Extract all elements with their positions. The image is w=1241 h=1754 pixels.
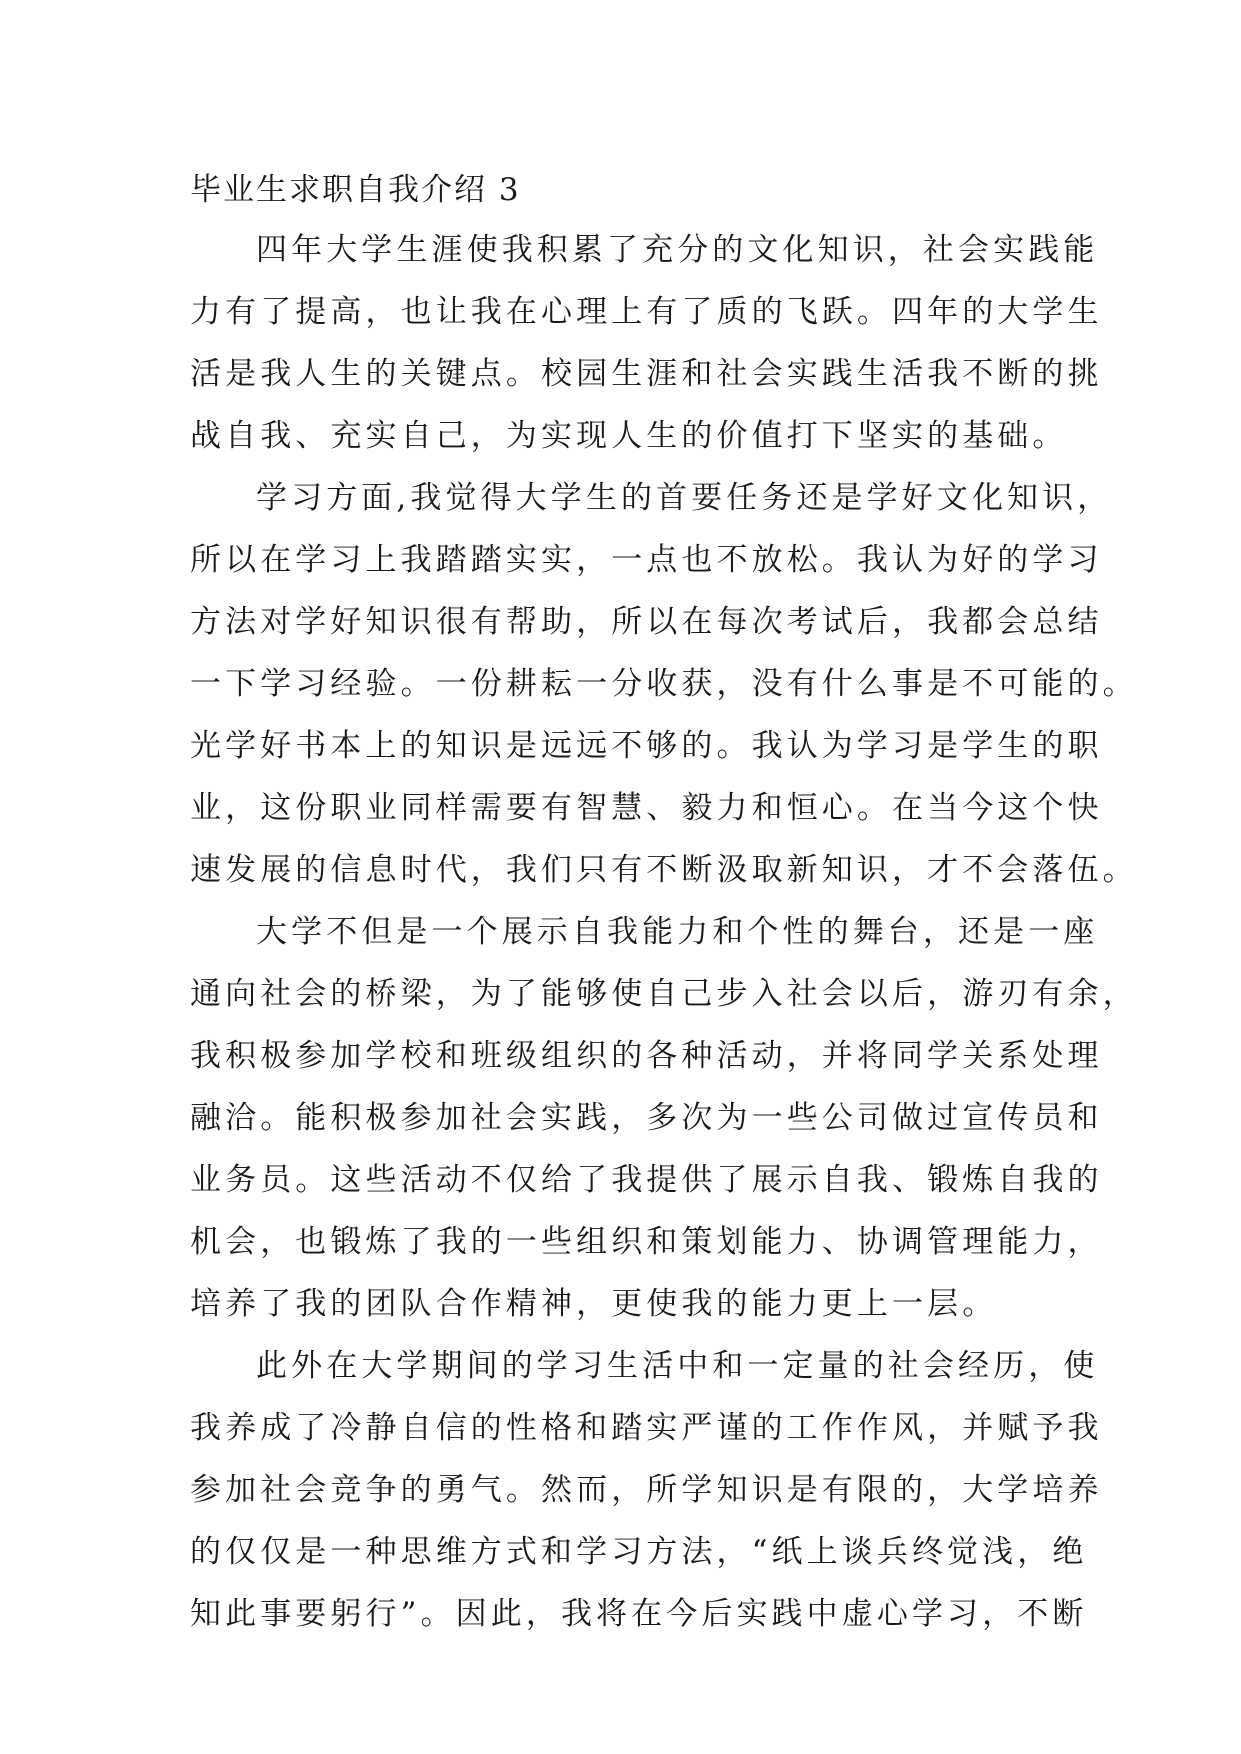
paragraph-line: 战自我、充实自己，为实现人生的价值打下坚实的基础。: [190, 418, 1068, 454]
paragraph-line: 融洽。能积极参加社会实践，多次为一些公司做过宣传员和: [190, 1100, 1103, 1136]
paragraph-line: 业，这份职业同样需要有智慧、毅力和恒心。在当今这个快: [190, 790, 1103, 826]
paragraph-line: 知此事要躬行”。因此，我将在今后实践中虚心学习，不断: [190, 1596, 1088, 1632]
paragraph-line: 的仅仅是一种思维方式和学习方法，“纸上谈兵终觉浅，绝: [190, 1534, 1088, 1570]
paragraph-line: 大学不但是一个展示自我能力和个性的舞台，还是一座: [256, 914, 1099, 950]
paragraph-line: 活是我人生的关键点。校园生涯和社会实践生活我不断的挑: [190, 356, 1103, 392]
paragraph-line: 通向社会的桥梁，为了能够使自己步入社会以后，游刃有余，: [190, 976, 1138, 1012]
paragraph-line: 光学好书本上的知识是远远不够的。我认为学习是学生的职: [190, 728, 1103, 764]
paragraph-line: 培养了我的团队合作精神，更使我的能力更上一层。: [190, 1286, 998, 1322]
paragraph-line: 方法对学好知识很有帮助，所以在每次考试后，我都会总结: [190, 604, 1103, 640]
paragraph-line: 力有了提高，也让我在心理上有了质的飞跃。四年的大学生: [190, 294, 1103, 330]
paragraph-line: 所以在学习上我踏踏实实，一点也不放松。我认为好的学习: [190, 542, 1103, 578]
paragraph-line: 四年大学生涯使我积累了充分的文化知识，社会实践能: [256, 232, 1099, 268]
paragraph-line: 一下学习经验。一份耕耘一分收获，没有什么事是不可能的。: [190, 666, 1138, 702]
paragraph-line: 参加社会竞争的勇气。然而，所学知识是有限的，大学培养: [190, 1472, 1103, 1508]
document-body: [190, 219, 1138, 1645]
paragraph-line: 学习方面,我觉得大学生的首要任务还是学好文化知识，: [256, 480, 1113, 516]
document-title: 毕业生求职自我介绍 3: [190, 172, 521, 208]
paragraph-line: 我积极参加学校和班级组织的各种活动，并将同学关系处理: [190, 1038, 1103, 1074]
paragraph-line: 此外在大学期间的学习生活中和一定量的社会经历，使: [256, 1348, 1099, 1384]
paragraph-line: 业务员。这些活动不仅给了我提供了展示自我、锻炼自我的: [190, 1162, 1103, 1198]
paragraph-line: 速发展的信息时代，我们只有不断汲取新知识，才不会落伍。: [190, 852, 1138, 888]
paragraph-line: 机会，也锻炼了我的一些组织和策划能力、协调管理能力，: [190, 1224, 1103, 1260]
paragraph-line: 我养成了冷静自信的性格和踏实严谨的工作作风，并赋予我: [190, 1410, 1103, 1446]
